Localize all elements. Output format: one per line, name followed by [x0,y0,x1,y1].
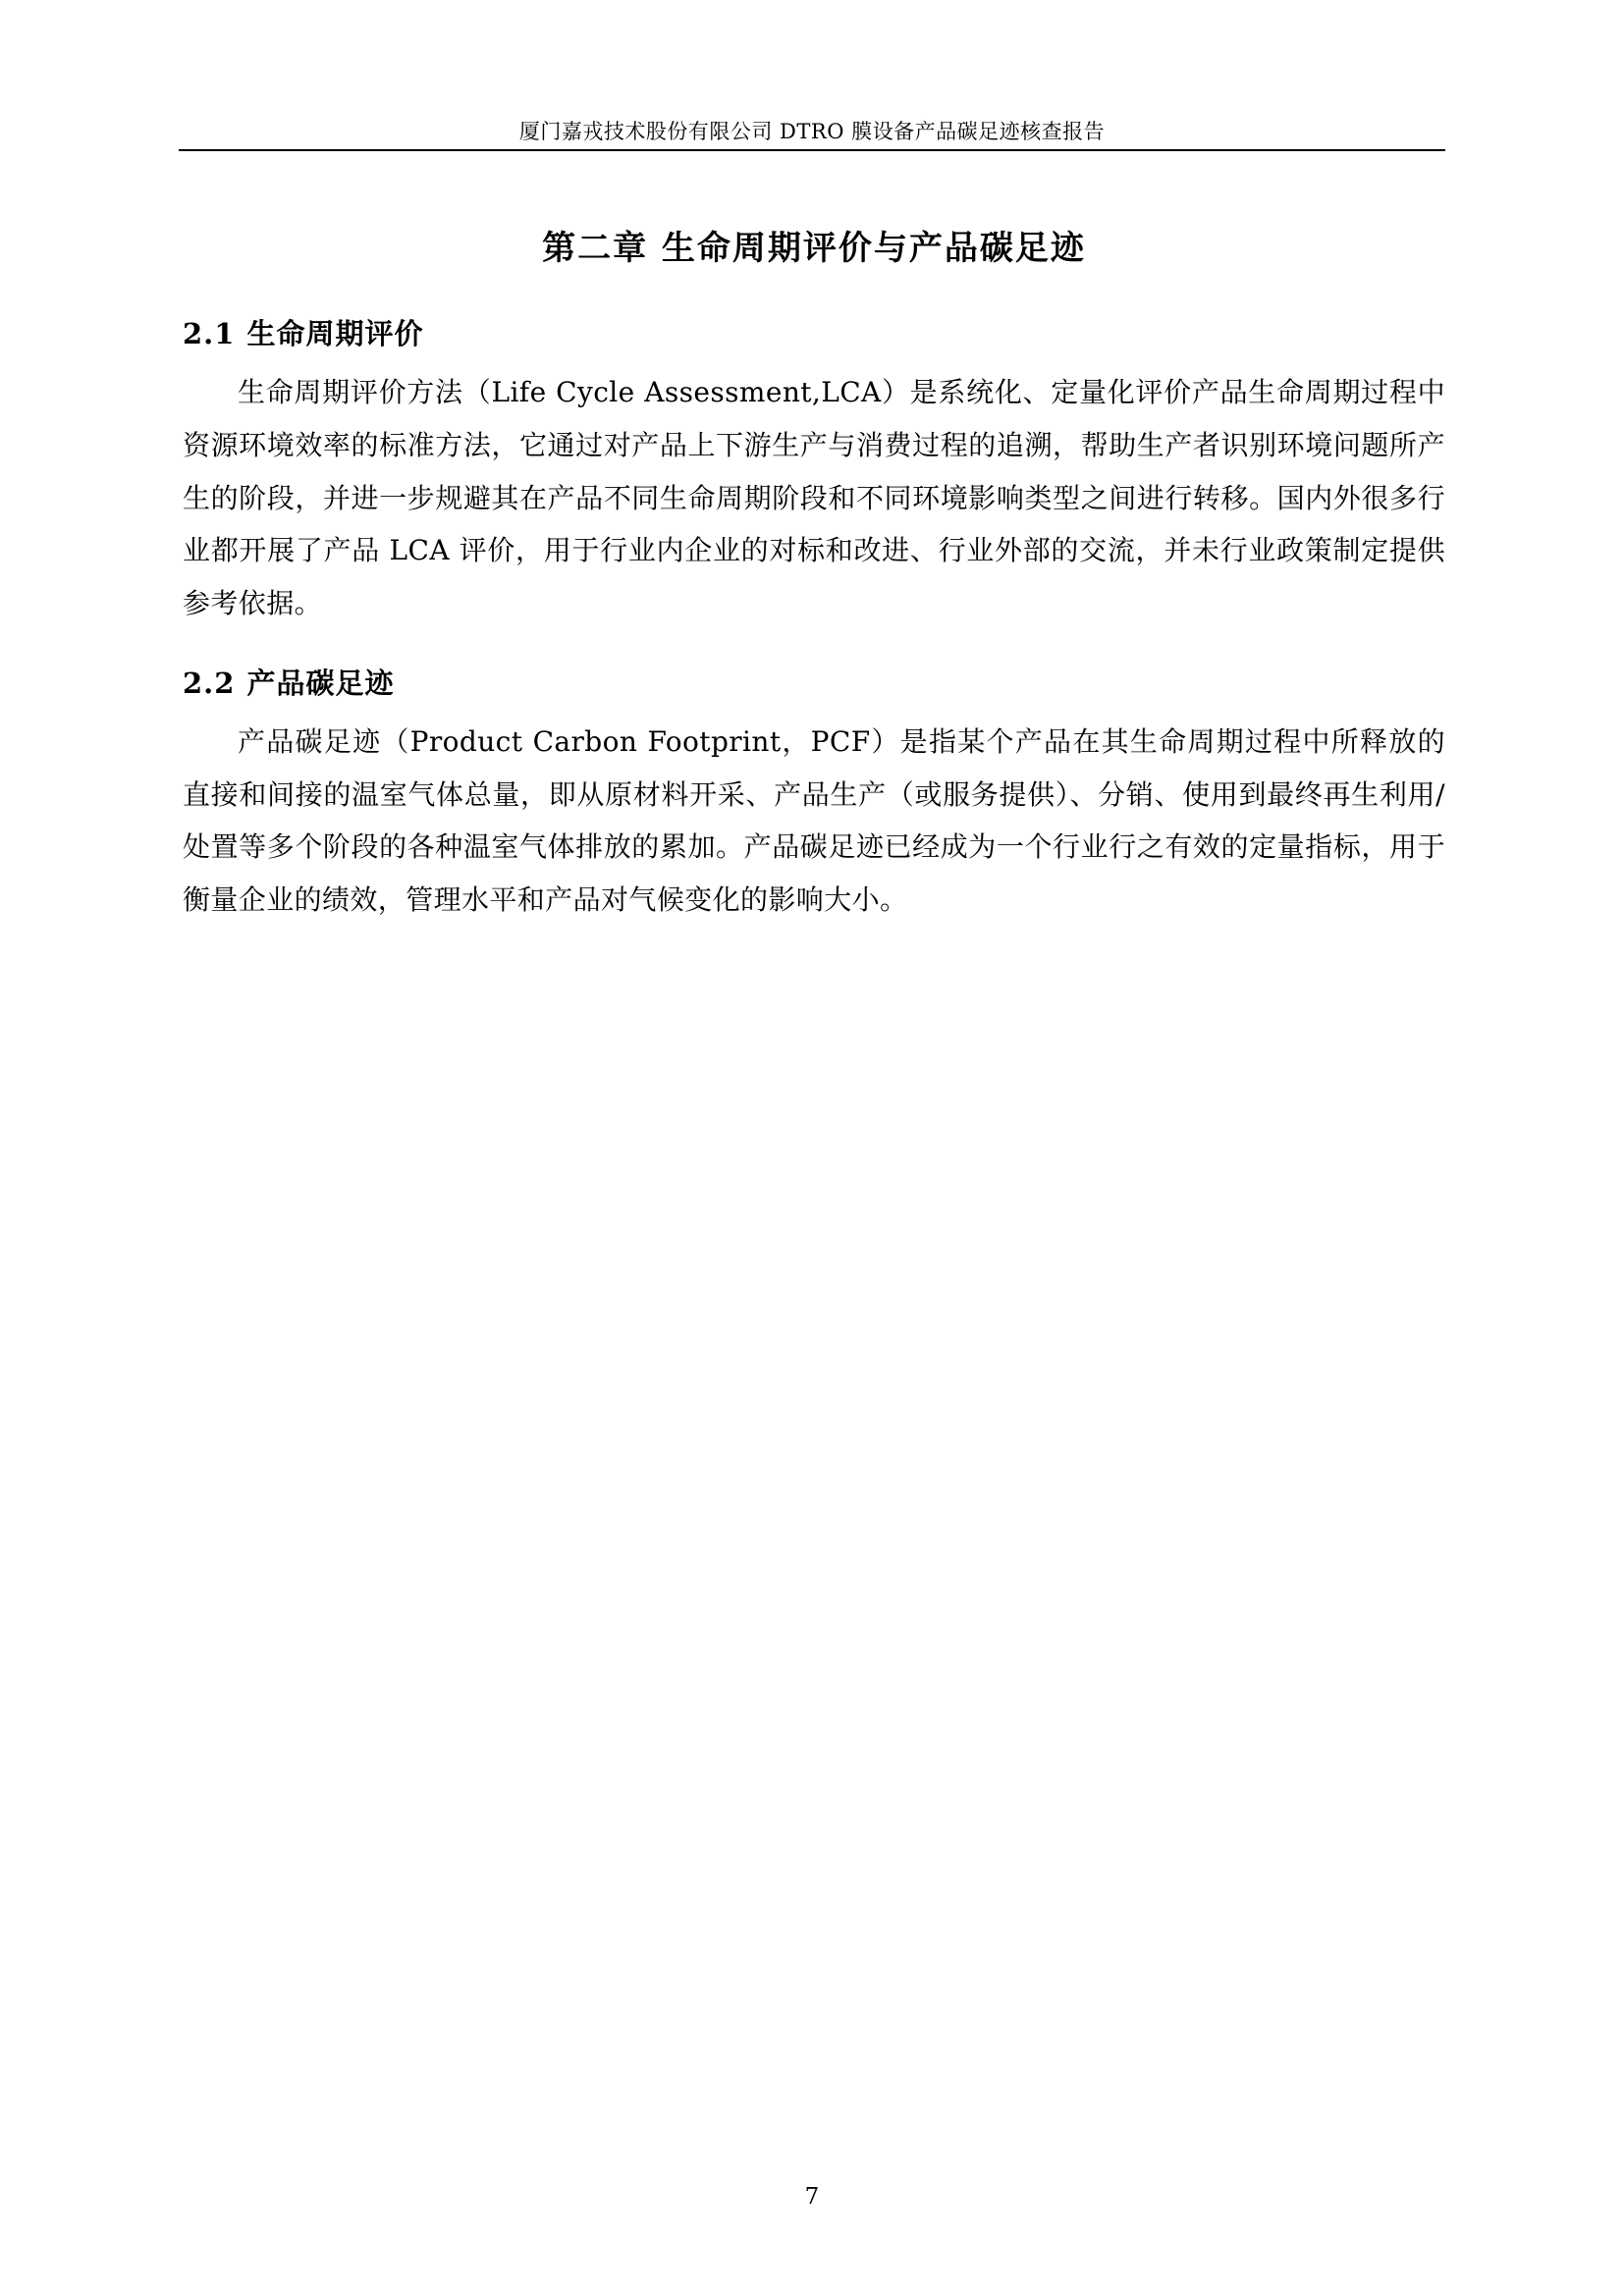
page-number: 7 [804,2184,820,2210]
page-header: 厦门嘉戎技术股份有限公司 DTRO 膜设备产品碳足迹核查报告 [518,120,1106,143]
chapter-title: 第二章 生命周期评价与产品碳足迹 [542,229,1086,268]
header-divider [179,149,1445,151]
section-heading-2-1 [183,312,1445,352]
section-2-1-paragraph: 生命周期评价方法（Life Cycle Assessment,LCA）是系统化、定量化评价产品生命周期过程中资源环境效率的标准方法，它通过对产品上下游生产与消费过程的追溯，帮助生产者识别环境问题所产生的阶段，并进一步规避其在产品不同生命周期阶段和不同环境影响类型之间进行转移。国内外很多行业都开展了产品 LCA 评价，用于行业内企业的对标和改进、行业外部的交流，并未行业政策制定提供参考依据。 [183,376,1445,619]
section-number: 2.1 [183,317,236,350]
page-content [183,221,1445,944]
section-spacer [183,648,1445,662]
section-number: 2.2 [183,666,236,700]
section-title-text: 生命周期评价 [246,317,424,350]
section-heading-2-2 [183,662,1445,702]
section-title-text: 产品碳足迹 [246,666,395,700]
section-2-2-paragraph: 产品碳足迹（Product Carbon Footprint，PCF）是指某个产品在其生命周期过程中所释放的直接和间接的温室气体总量，即从原材料开采、产品生产（或服务提供）、分销、使用到最终再生利用/处置等多个阶段的各种温室气体排放的累加。产品碳足迹已经成为一个行业行之有效的定量指标，用于衡量企业的绩效，管理水平和产品对气候变化的影响大小。 [183,724,1445,916]
